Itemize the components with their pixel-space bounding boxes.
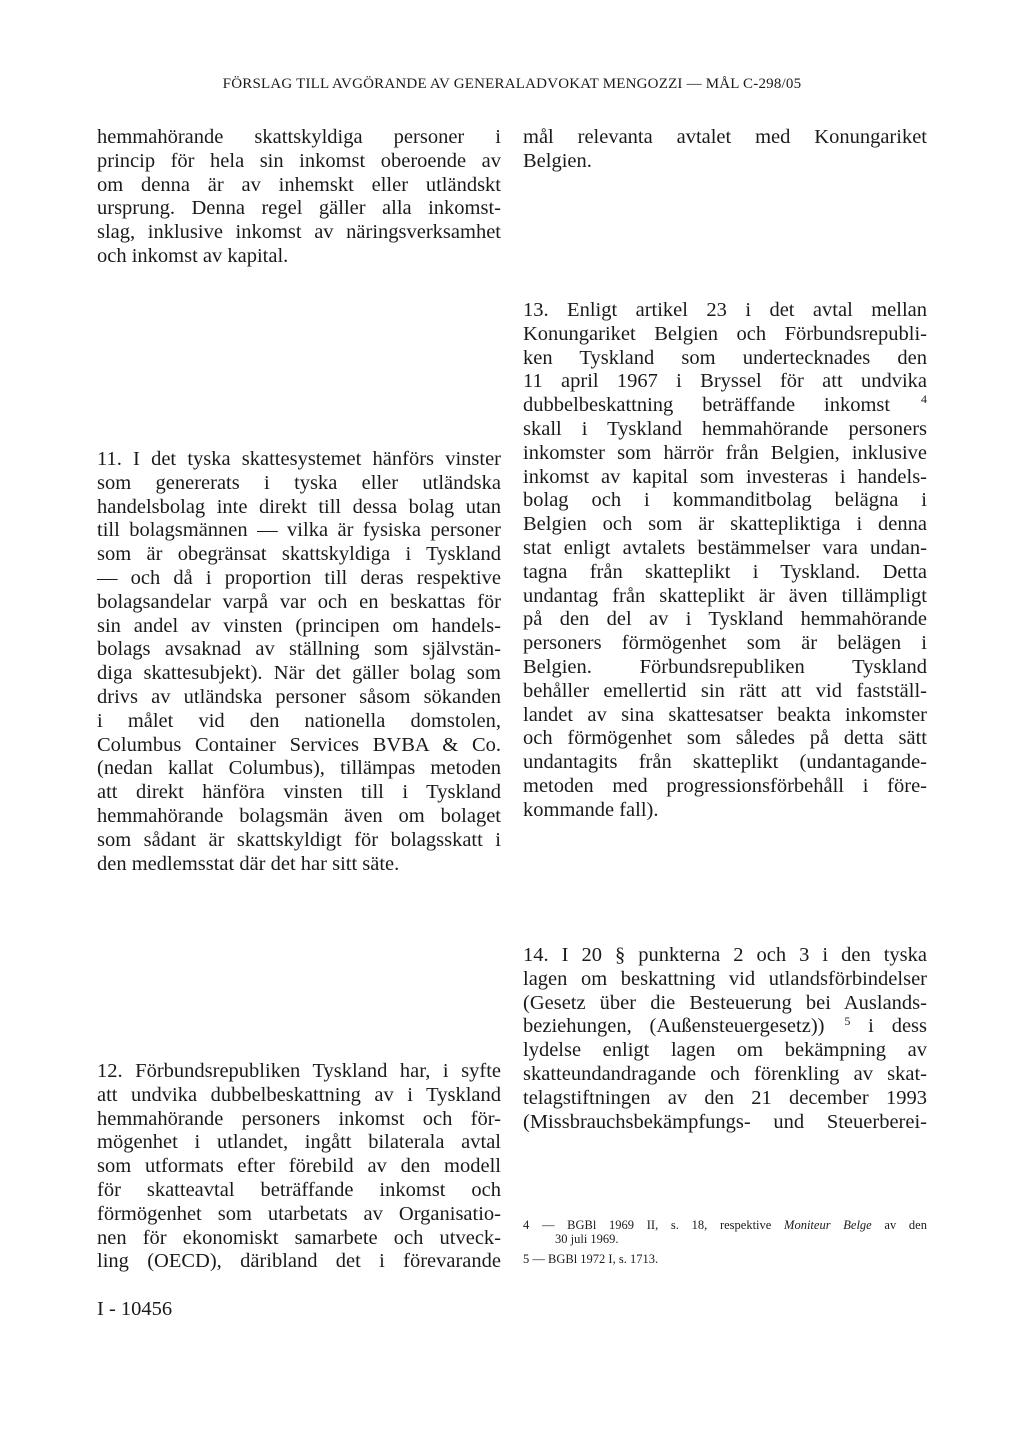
text-line: till bolagsmännen — vilka är fysiska personer (97, 519, 501, 542)
text-line: som är obegränsat skattskyldiga i Tyskland (97, 543, 501, 566)
text-line: lagen om beskattning vid utlandsförbindelser (523, 967, 927, 990)
text-line: diga skattesubjekt). När det gäller bolag som (97, 662, 501, 685)
text-line: att undvika dubbelbeskattning av i Tyskland (97, 1083, 501, 1106)
paragraph-13 (523, 299, 927, 823)
paragraph-14 (523, 944, 927, 1134)
text-line: skatteundandragande och förenkling av skat- (523, 1062, 927, 1085)
text-line: Belgien. (523, 149, 592, 172)
text-line: (nedan kallat Columbus), tillämpas metoden (97, 757, 501, 780)
text-line: att direkt hänföra vinsten till i Tyskland (97, 781, 501, 804)
text-line: skall i Tyskland hemmahörande personers (523, 417, 927, 440)
footnote-reference: 5 (844, 1013, 851, 1028)
text-line: inkomst av kapital som investeras i handels- (523, 465, 927, 488)
text-line: den medlemsstat där det har sitt säte. (97, 852, 400, 875)
text-line: hemmahörande bolagsmän även om bolaget (97, 804, 501, 827)
text-line: om denna är av inhemskt eller utländskt (97, 173, 501, 196)
text-line: ursprung. Denna regel gäller alla inkomst- (97, 197, 501, 220)
text-line: 11 april 1967 i Bryssel för att undvika (523, 370, 927, 393)
text-line: sin andel av vinsten (principen om handels- (97, 614, 501, 637)
text-line: ken Tyskland som undertecknades den (523, 346, 927, 369)
text-line: kommande fall). (523, 798, 659, 821)
text-line: nen för ekonomiskt samarbete och utveck- (97, 1226, 501, 1249)
text-line: hemmahörande skattskyldiga personer i (97, 126, 501, 148)
text-line: på den del av i Tyskland hemmahörande (523, 608, 927, 631)
footnote-line: 5 — BGBl 1972 I, s. 1713. (523, 1252, 659, 1266)
text-line: handelsbolag inte direkt till dessa bolag utan (97, 495, 501, 518)
text-line: ling (OECD), däribland det i förevarande (97, 1250, 501, 1273)
text-line: och förmögenhet som således på detta sätt (523, 727, 927, 750)
text-line: Belgien och som är skattepliktiga i denna (523, 513, 927, 536)
text-line: landet av sina skattesatser beakta inkomster (523, 703, 927, 726)
text-line: (Gesetz über die Besteuerung bei Auslands- (523, 991, 927, 1014)
text-line-with-footnote (523, 394, 927, 418)
text-line: Columbus Container Services BVBA & Co. (97, 733, 501, 756)
text-line: bolags avsaknad av ställning som självstän- (97, 638, 501, 661)
text-line-with-footnote (523, 1015, 927, 1039)
text-line: 14. I 20 § punkterna 2 och 3 i den tyska (523, 944, 927, 966)
text-line: telagstiftningen av den 21 december 1993 (523, 1086, 927, 1109)
right-continuation-paragraph (523, 126, 927, 174)
text-line: som utformats efter förebild av den modell (97, 1155, 501, 1178)
footnote-4 (523, 1218, 927, 1246)
text-line: hemmahörande personers inkomst och för- (97, 1107, 501, 1130)
text-line: drivs av utländska personer såsom sökanden (97, 685, 501, 708)
text-segment: beziehungen, (Außensteuergesetz)) (523, 1015, 825, 1038)
footnote-reference: 4 (921, 392, 927, 407)
text-line: för skatteavtal beträffande inkomst och (97, 1178, 501, 1201)
paragraph-12 (97, 1060, 501, 1274)
left-continuation-paragraph (97, 126, 501, 269)
text-segment: dubbelbeskattning beträffande inkomst (523, 394, 891, 417)
text-line: undantag från skatteplikt är även tillämpligt (523, 584, 927, 607)
text-line: som sådant är skattskyldigt för bolagsskatt i (97, 828, 501, 851)
text-line: Konungariket Belgien och Förbundsrepubli- (523, 322, 927, 345)
footnotes (523, 1218, 927, 1272)
text-line: undantagits från skatteplikt (undantagande- (523, 751, 927, 774)
text-line: (Missbrauchsbekämpfungs- und Steuerberei- (523, 1110, 927, 1133)
page-number: I - 10456 (97, 1298, 173, 1320)
text-line: och inkomst av kapital. (97, 244, 289, 267)
text-line: princip för hela sin inkomst oberoende av (97, 149, 501, 172)
footnote-line: 30 juli 1969. (555, 1232, 619, 1246)
text-segment: i dess (868, 1015, 928, 1038)
text-line: mögenhet i utlandet, ingått bilaterala avtal (97, 1131, 501, 1154)
text-line: i målet vid den nationella domstolen, (97, 709, 501, 732)
footnote-5 (523, 1252, 927, 1266)
text-line: 12. Förbundsrepubliken Tyskland har, i syfte (97, 1060, 501, 1082)
text-line: metoden med progressionsförbehåll i före- (523, 774, 927, 797)
text-line: behåller emellertid sin rätt att vid fastställ- (523, 679, 927, 702)
text-segment: 4 — BGBl 1969 II, s. 18, respektive (523, 1218, 785, 1232)
text-line: 11. I det tyska skattesystemet hänförs vinster (97, 448, 501, 470)
text-line: slag, inklusive inkomst av näringsverksamhet (97, 221, 501, 244)
text-line: inkomster som härrör från Belgien, inklusive (523, 441, 927, 464)
text-line: förmögenhet som utarbetats av Organisatio- (97, 1202, 501, 1225)
text-line: lydelse enligt lagen om bekämpning av (523, 1039, 927, 1062)
italic-segment: Moniteur Belge (784, 1218, 872, 1232)
running-header: FÖRSLAG TILL AVGÖRANDE AV GENERALADVOKAT MENGOZZI — MÅL C-298/05 (222, 76, 802, 92)
text-line: personers förmögenhet som är belägen i (523, 632, 927, 655)
text-line: bolag och i kommanditbolag belägna i (523, 489, 927, 512)
text-line: som genererats i tyska eller utländska (97, 471, 501, 494)
text-line: tagna från skatteplikt i Tyskland. Detta (523, 560, 927, 583)
text-segment: av den (871, 1218, 927, 1232)
footnote-line (523, 1218, 927, 1232)
text-line: — och då i proportion till deras respektive (97, 566, 501, 589)
text-line: mål relevanta avtalet med Konungariket (523, 126, 927, 148)
text-line: Belgien. Förbundsrepubliken Tyskland (523, 655, 927, 678)
text-line: bolagsandelar varpå var och en beskattas för (97, 590, 501, 613)
text-line: 13. Enligt artikel 23 i det avtal mellan (523, 299, 927, 321)
text-line: stat enligt avtalets bestämmelser vara undan- (523, 536, 927, 559)
paragraph-11 (97, 448, 501, 876)
